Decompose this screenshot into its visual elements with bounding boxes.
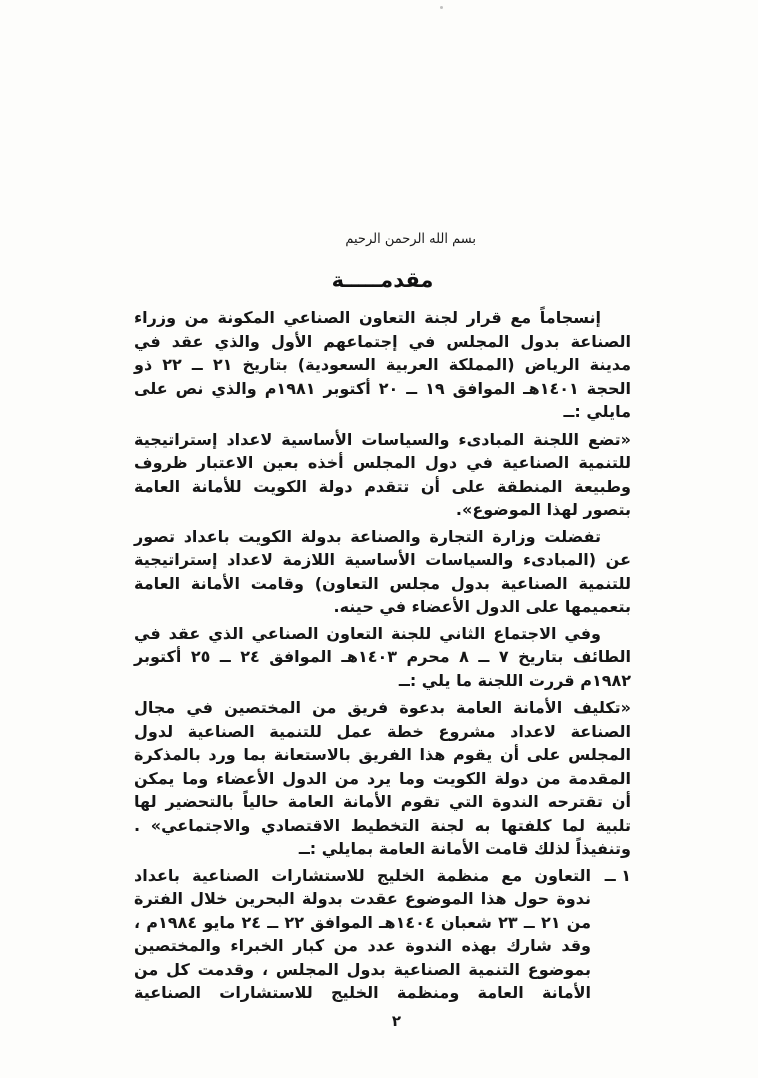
paragraph-quoted-resolution-2: «تكليف الأمانة العامة بدعوة فريق من المختصين في مجال الصناعة لاعداد مشروع خطة عمل للتنمية الصناعية لدول المجلس على أن يقوم هذا الفريق بالاستعانة بما ورد بالمذكرة المقدمة من دولة الكويت وما يرد من الدول الأعضاء وما يمكن أن تقترحه الندوة التي تقوم الأمانة العامة حالياً بالتحضير لها تلبية لما كلفتها به لجنة التخطيط الاقتصادي والاجتماعي» . وتنفيذاً لذلك قامت الأمانة العامة بمايلي :ــ: [134, 698, 631, 858]
paragraph-quoted-resolution-1: «تضع اللجنة المبادىء والسياسات الأساسية لاعداد إستراتيجية للتنمية الصناعية في دول المجلس أخذه بعين الاعتبار ظروف وطبيعة المنطقة على أن تتقدم دولة الكويت للأمانة العامة بتصور لهذا الموضوع».: [134, 429, 631, 519]
scan-artifact-speck: [440, 6, 443, 9]
page-number: ٢: [391, 1012, 402, 1030]
paragraph-intro-decision: إنسجاماً مع قرار لجنة التعاون الصناعي المكونة من وزراء الصناعة بدول المجلس في إجتماعهم الأول والذي عقد في مدينة الرياض (المملكة العربية السعودية) بتاريخ ٢١ ــ ٢٢ ذو الحجة ١٤٠١هـ الموافق ١٩ ــ ٢٠ أكتوبر ١٩٨١م والذي نص على مايلي :ــ: [134, 308, 632, 421]
paragraph-kuwait-ministry: تفضلت وزارة التجارة والصناعة بدولة الكويت باعداد تصور عن (المبادىء والسياسات الأساسية اللازمة لاعداد إستراتيجية للتنمية الصناعية بدول مجلس التعاون) وقامت الأمانة العامة بتعميمها على الدول الأعضاء في حينه.: [134, 526, 631, 616]
document-body: [134, 306, 631, 1005]
numbered-list-item: [134, 864, 631, 1005]
list-item-number: ١ ــ: [604, 865, 631, 885]
list-item-text: التعاون مع منظمة الخليج للاستشارات الصناعية باعداد ندوة حول هذا الموضوع عقدت بدولة البحرين خلال الفترة من ٢١ ــ ٢٣ شعبان ١٤٠٤هـ الموافق ٢٢ ــ ٢٤ مايو ١٩٨٤م ، وقد شارك بهذه الندوة عدد من كبار الخبراء والمختصين بموضوع التنمية الصناعية بدول المجلس ، وقدمت كل من الأمانة العامة ومنظمة الخليج للاستشارات الصناعية: [134, 865, 592, 1002]
basmala-calligraphy: بسم الله الرحمن الرحيم: [345, 231, 476, 248]
paragraph-second-meeting: وفي الاجتماع الثاني للجنة التعاون الصناعي الذي عقد في الطائف بتاريخ ٧ ــ ٨ محرم ١٤٠٣هـ الموافق ٢٤ ــ ٢٥ أكتوبر ١٩٨٢م قررت اللجنة ما يلي :ــ: [134, 623, 631, 690]
page-title: مقدمـــــة: [331, 268, 434, 292]
